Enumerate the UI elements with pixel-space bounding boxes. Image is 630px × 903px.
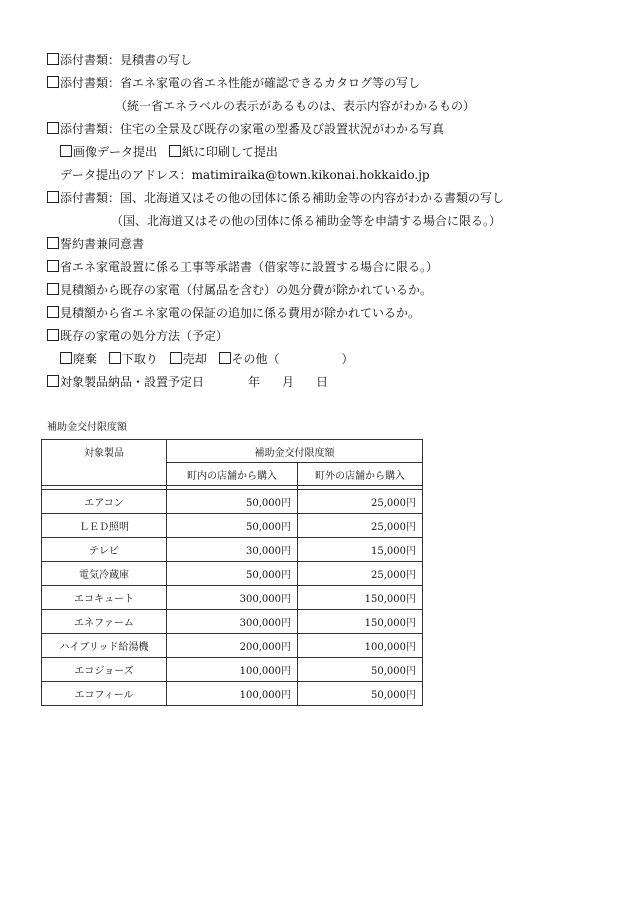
checkbox-icon[interactable] bbox=[47, 329, 59, 341]
table-row bbox=[42, 586, 423, 610]
product-cell: テレビ bbox=[42, 538, 167, 562]
option-image-data[interactable]: 画像データ提出 bbox=[60, 145, 157, 159]
header-out-town: 町外の店舗から購入 bbox=[298, 463, 423, 486]
out-town-cell: 25,000円 bbox=[298, 562, 423, 586]
checkbox-icon[interactable] bbox=[47, 53, 59, 65]
header-group: 補助金交付限度額 bbox=[167, 440, 423, 463]
photo-options bbox=[60, 144, 286, 160]
product-cell: エコキュート bbox=[42, 586, 167, 610]
table-row bbox=[42, 610, 423, 634]
checkbox-icon[interactable] bbox=[219, 352, 231, 364]
check-item-warranty-cost: 見積額から省エネ家電の保証の追加に係る費用が除かれているか。 bbox=[47, 305, 420, 321]
check-item-disposal-cost: 見積額から既存の家電（付属品を含む）の処分費が除かれているか。 bbox=[47, 282, 432, 298]
subsidy-docs-note: （国、北海道又はその他の団体に係る補助金等を申請する場合に限る。） bbox=[111, 214, 502, 228]
submission-address: データ提出のアドレス：matimiraika@town.kikonai.hokkaido.jp bbox=[60, 168, 430, 182]
check-item-subsidy-docs: 添付書類：国、北海道又はその他の団体に係る補助金等の内容がわかる書類の写し bbox=[47, 190, 504, 206]
table-row bbox=[42, 682, 423, 706]
checkbox-icon[interactable] bbox=[47, 375, 59, 387]
out-town-cell: 25,000円 bbox=[298, 514, 423, 538]
catalog-note: （統一省エネラベルの表示があるものは、表示内容がわかるもの） bbox=[115, 99, 476, 113]
in-town-cell: 200,000円 bbox=[167, 634, 298, 658]
in-town-cell: 50,000円 bbox=[167, 514, 298, 538]
out-town-cell: 100,000円 bbox=[298, 634, 423, 658]
checkbox-icon[interactable] bbox=[47, 122, 59, 134]
checkbox-icon[interactable] bbox=[109, 352, 121, 364]
out-town-cell: 15,000円 bbox=[298, 538, 423, 562]
check-item-catalog: 添付書類：省エネ家電の省エネ性能が確認できるカタログ等の写し bbox=[47, 75, 420, 91]
checkbox-icon[interactable] bbox=[170, 352, 182, 364]
table-row bbox=[42, 562, 423, 586]
checkbox-icon[interactable] bbox=[60, 145, 72, 157]
in-town-cell: 50,000円 bbox=[167, 490, 298, 514]
date-year-unit: 年 bbox=[248, 375, 261, 389]
checkbox-icon[interactable] bbox=[47, 237, 59, 249]
out-town-cell: 50,000円 bbox=[298, 682, 423, 706]
check-item-photo: 添付書類：住宅の全景及び既存の家電の型番及び設置状況がわかる写真 bbox=[47, 121, 444, 137]
checkbox-icon[interactable] bbox=[47, 260, 59, 272]
checkbox-icon[interactable] bbox=[169, 145, 181, 157]
header-product: 対象製品 bbox=[42, 440, 167, 486]
in-town-cell: 30,000円 bbox=[167, 538, 298, 562]
date-month-unit: 月 bbox=[282, 375, 295, 389]
option-other[interactable]: その他（ bbox=[219, 352, 280, 366]
table-row bbox=[42, 538, 423, 562]
option-print-paper[interactable]: 紙に印刷して提出 bbox=[169, 145, 278, 159]
option-discard[interactable]: 廃棄 bbox=[60, 352, 97, 366]
in-town-cell: 300,000円 bbox=[167, 610, 298, 634]
table-title: 補助金交付限度額 bbox=[47, 422, 127, 433]
product-cell: エアコン bbox=[42, 490, 167, 514]
check-item-pledge: 誓約書兼同意書 bbox=[47, 236, 144, 252]
disposal-options: 廃棄 下取り 売却 その他（ ） bbox=[60, 351, 354, 367]
checkbox-icon[interactable] bbox=[47, 76, 59, 88]
in-town-cell: 300,000円 bbox=[167, 586, 298, 610]
check-item-disposal-method: 既存の家電の処分方法（予定） bbox=[47, 328, 228, 344]
table-row bbox=[42, 514, 423, 538]
out-town-cell: 150,000円 bbox=[298, 610, 423, 634]
product-cell: エコジョーズ bbox=[42, 658, 167, 682]
out-town-cell: 50,000円 bbox=[298, 658, 423, 682]
check-item-delivery-date: 対象製品納品・設置予定日 年 月 日 bbox=[47, 374, 328, 390]
option-trade-in[interactable]: 下取り bbox=[109, 352, 158, 366]
product-cell: エコフィール bbox=[42, 682, 167, 706]
option-sale[interactable]: 売却 bbox=[170, 352, 207, 366]
product-cell: エネファーム bbox=[42, 610, 167, 634]
table-row bbox=[42, 634, 423, 658]
check-item-estimate: 添付書類：見積書の写し bbox=[47, 52, 192, 68]
checkbox-icon[interactable] bbox=[60, 352, 72, 364]
out-town-cell: 150,000円 bbox=[298, 586, 423, 610]
product-cell: ハイブリッド給湯機 bbox=[42, 634, 167, 658]
subsidy-limit-table bbox=[41, 439, 423, 706]
in-town-cell: 100,000円 bbox=[167, 682, 298, 706]
out-town-cell: 25,000円 bbox=[298, 490, 423, 514]
checkbox-icon[interactable] bbox=[47, 306, 59, 318]
table-row bbox=[42, 490, 423, 514]
product-cell: ＬＥＤ照明 bbox=[42, 514, 167, 538]
check-item-consent: 省エネ家電設置に係る工事等承諾書（借家等に設置する場合に限る。） bbox=[47, 259, 438, 275]
checkbox-icon[interactable] bbox=[47, 191, 59, 203]
checkbox-icon[interactable] bbox=[47, 283, 59, 295]
header-in-town: 町内の店舗から購入 bbox=[167, 463, 298, 486]
in-town-cell: 50,000円 bbox=[167, 562, 298, 586]
date-day-unit: 日 bbox=[316, 375, 329, 389]
table-row bbox=[42, 658, 423, 682]
in-town-cell: 100,000円 bbox=[167, 658, 298, 682]
product-cell: 電気冷蔵庫 bbox=[42, 562, 167, 586]
